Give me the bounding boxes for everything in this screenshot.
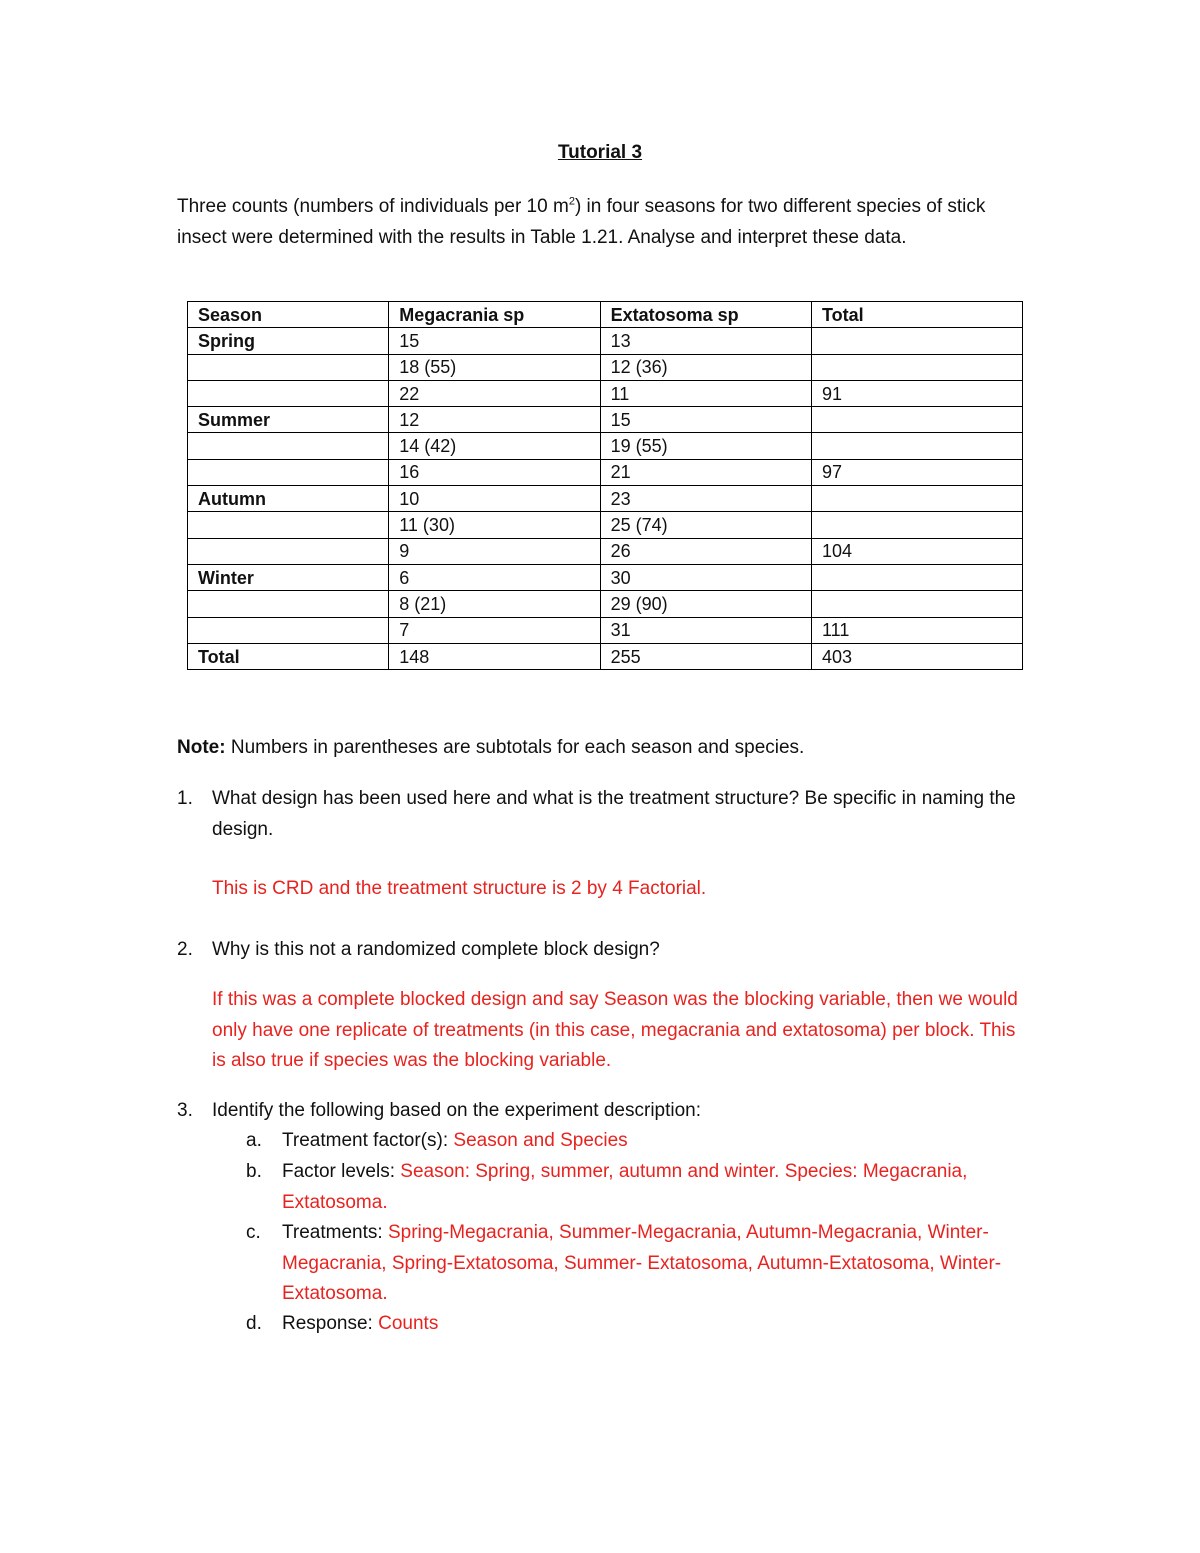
cell-extatosoma: 19 (55)	[600, 433, 811, 459]
cell-season	[188, 512, 389, 538]
cell-megacrania: 22	[389, 380, 600, 406]
table-row	[188, 643, 1023, 669]
cell-total	[811, 407, 1022, 433]
table-row	[188, 564, 1023, 590]
sub-item-label: Treatment factor(s):	[282, 1130, 454, 1151]
table-row	[188, 459, 1023, 485]
cell-total: 403	[811, 643, 1022, 669]
cell-megacrania: 18 (55)	[389, 354, 600, 380]
sub-item-answer: Season: Spring, summer, autumn and winter. Species: Megacrania, Extatosoma.	[282, 1161, 968, 1213]
cell-season: Winter	[188, 564, 389, 590]
cell-total	[811, 354, 1022, 380]
answer-2: If this was a complete blocked design and say Season was the blocking variable, then we would only have one replicate of treatments (in this case, megacrania and extatosoma) per block. This is also true if species was the blocking variable.	[212, 989, 1018, 1071]
sub-item-answer: Season and Species	[453, 1130, 628, 1151]
table-row	[188, 617, 1023, 643]
question-text: Why is this not a randomized complete block design?	[212, 939, 660, 960]
cell-total	[811, 486, 1022, 512]
table-row	[188, 512, 1023, 538]
cell-season: Autumn	[188, 486, 389, 512]
cell-season	[188, 591, 389, 617]
cell-total: 111	[811, 617, 1022, 643]
cell-extatosoma: 21	[600, 459, 811, 485]
sub-item-answer: Spring-Megacrania, Summer-Megacrania, Autumn-Megacrania, Winter-Megacrania, Spring-Extatosoma, Summer- Extatosoma, Autumn-Extatosoma, Winter- Extatosoma.	[282, 1222, 1002, 1304]
cell-extatosoma: 13	[600, 328, 811, 354]
cell-megacrania: 6	[389, 564, 600, 590]
cell-total	[811, 433, 1022, 459]
cell-season	[188, 433, 389, 459]
cell-megacrania: 12	[389, 407, 600, 433]
cell-season	[188, 380, 389, 406]
cell-season: Total	[188, 643, 389, 669]
note-label: Note:	[177, 737, 226, 758]
cell-extatosoma: 255	[600, 643, 811, 669]
header-total: Total	[811, 302, 1022, 328]
cell-extatosoma: 11	[600, 380, 811, 406]
cell-total	[811, 512, 1022, 538]
cell-extatosoma: 29 (90)	[600, 591, 811, 617]
header-megacrania: Megacrania sp	[389, 302, 600, 328]
cell-total: 91	[811, 380, 1022, 406]
sub-item-label: Factor levels:	[282, 1161, 401, 1182]
cell-season	[188, 617, 389, 643]
question-number: 1.	[177, 788, 193, 809]
intro-text-start: Three counts (numbers of individuals per 10 m	[177, 196, 569, 217]
table-row	[188, 433, 1023, 459]
question-number: 2.	[177, 939, 193, 960]
question-3	[177, 1096, 1017, 1127]
sub-item-a	[246, 1126, 1006, 1157]
cell-megacrania: 16	[389, 459, 600, 485]
sub-item-letter: d.	[246, 1313, 262, 1334]
table-row	[188, 486, 1023, 512]
cell-extatosoma: 15	[600, 407, 811, 433]
table-row	[188, 328, 1023, 354]
header-season: Season	[188, 302, 389, 328]
table-row	[188, 407, 1023, 433]
question-text: Identify the following based on the experiment description:	[212, 1100, 702, 1121]
intro-text-end: ) in four seasons for two different species of stick insect were determined with the results in Table 1.21. Analyse and interpret these data.	[177, 196, 986, 248]
table-row	[188, 538, 1023, 564]
cell-season: Spring	[188, 328, 389, 354]
cell-megacrania: 9	[389, 538, 600, 564]
sub-item-answer: Counts	[378, 1313, 439, 1334]
page-title: Tutorial 3	[557, 142, 643, 163]
cell-extatosoma: 23	[600, 486, 811, 512]
sub-item-label: Treatments:	[282, 1222, 388, 1243]
question-text: What design has been used here and what is the treatment structure? Be specific in naming the design.	[212, 788, 1016, 840]
question-2	[177, 935, 1017, 966]
cell-season	[188, 459, 389, 485]
table-row	[188, 380, 1023, 406]
table-row	[188, 354, 1023, 380]
sub-item-letter: a.	[246, 1130, 262, 1151]
header-extatosoma: Extatosoma sp	[600, 302, 811, 328]
cell-megacrania: 10	[389, 486, 600, 512]
sub-item-letter: b.	[246, 1161, 262, 1182]
cell-total	[811, 564, 1022, 590]
cell-total: 97	[811, 459, 1022, 485]
cell-megacrania: 14 (42)	[389, 433, 600, 459]
cell-megacrania: 11 (30)	[389, 512, 600, 538]
cell-total: 104	[811, 538, 1022, 564]
cell-total	[811, 328, 1022, 354]
table-header-row	[188, 302, 1023, 328]
cell-extatosoma: 25 (74)	[600, 512, 811, 538]
intro-superscript: 2	[568, 195, 575, 208]
sub-item-letter: c.	[246, 1222, 261, 1243]
cell-extatosoma: 12 (36)	[600, 354, 811, 380]
cell-megacrania: 7	[389, 617, 600, 643]
cell-extatosoma: 26	[600, 538, 811, 564]
answer-1: This is CRD and the treatment structure is 2 by 4 Factorial.	[212, 878, 707, 899]
cell-season	[188, 354, 389, 380]
sub-item-b	[246, 1157, 1006, 1218]
question-number: 3.	[177, 1100, 193, 1121]
cell-extatosoma: 31	[600, 617, 811, 643]
counts-table	[187, 301, 1023, 670]
cell-total	[811, 591, 1022, 617]
sub-item-d	[246, 1309, 1006, 1340]
question-1	[177, 784, 1017, 845]
sub-item-c	[246, 1218, 1006, 1310]
cell-season: Summer	[188, 407, 389, 433]
cell-megacrania: 15	[389, 328, 600, 354]
cell-megacrania: 148	[389, 643, 600, 669]
note-paragraph	[177, 735, 804, 761]
cell-season	[188, 538, 389, 564]
table-row	[188, 591, 1023, 617]
intro-paragraph	[177, 192, 1037, 253]
cell-megacrania: 8 (21)	[389, 591, 600, 617]
sub-item-label: Response:	[282, 1313, 379, 1334]
note-text: Numbers in parentheses are subtotals for each season and species.	[225, 737, 805, 758]
cell-extatosoma: 30	[600, 564, 811, 590]
